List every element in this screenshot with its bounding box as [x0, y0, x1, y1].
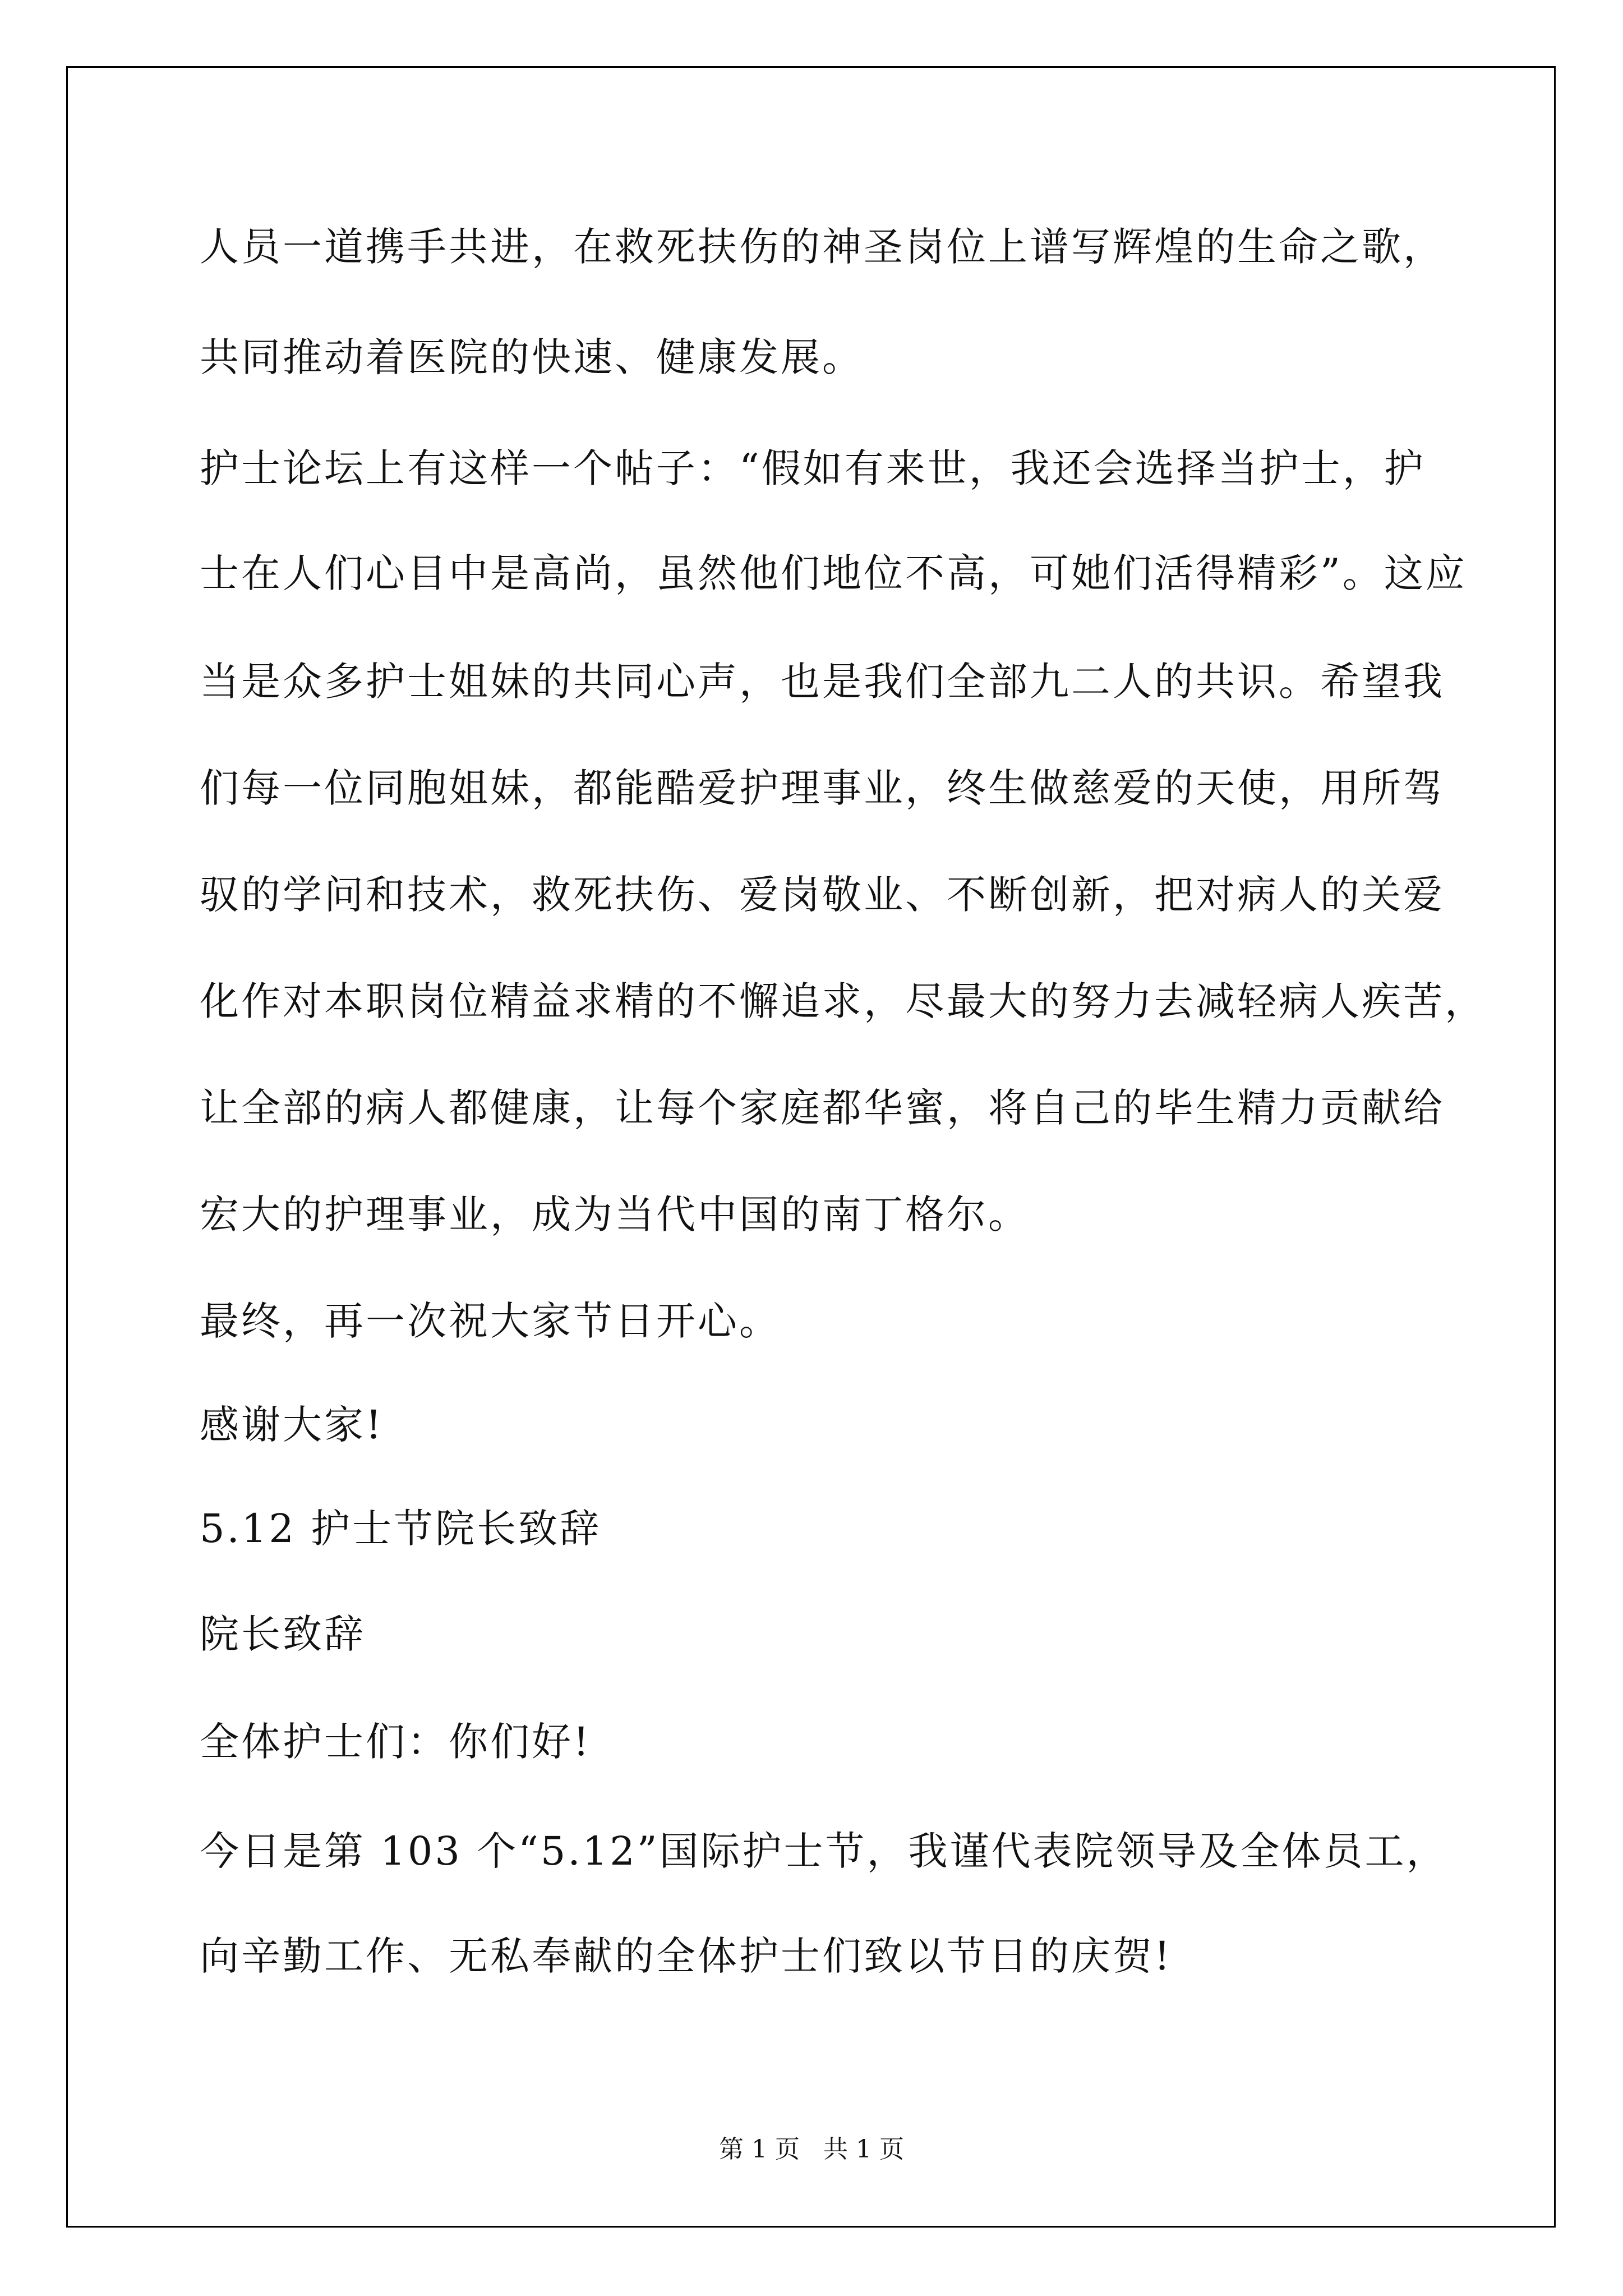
- paragraph-line: 护士论坛上有这样一个帖子：“假如有来世，我还会选择当护士，护: [200, 445, 1426, 491]
- paragraph-line: 驭的学问和技术，救死扶伤、爱岗敬业、不断创新，把对病人的关爱: [200, 872, 1445, 918]
- paragraph-line: 人员一道携手共进，在救死扶伤的神圣岗位上谱写辉煌的生命之歌，: [200, 224, 1445, 270]
- paragraph-line: 向辛勤工作、无私奉献的全体护士们致以节日的庆贺!: [200, 1933, 1173, 1979]
- salutation-line: 全体护士们：你们好!: [200, 1719, 592, 1765]
- paragraph-line: 感谢大家!: [200, 1402, 384, 1448]
- paragraph-line: 当是众多护士姐妹的共同心声，也是我们全部九二人的共识。希望我: [200, 659, 1445, 705]
- section-heading: 5.12 护士节院长致辞: [200, 1506, 602, 1552]
- section-subheading: 院长致辞: [200, 1611, 366, 1657]
- paragraph-line: 化作对本职岗位精益求精的不懈追求，尽最大的努力去减轻病人疾苦，: [200, 978, 1486, 1024]
- paragraph-line: 士在人们心目中是高尚，虽然他们地位不高，可她们活得精彩”。这应: [200, 550, 1467, 596]
- page-border: [66, 66, 1556, 2228]
- paragraph-line: 今日是第 103 个“5.12”国际护士节，我谨代表院领导及全体员工，: [200, 1828, 1448, 1874]
- paragraph-line: 们每一位同胞姐妹，都能酷爱护理事业，终生做慈爱的天使，用所驾: [200, 765, 1445, 811]
- paragraph-line: 最终，再一次祝大家节日开心。: [200, 1298, 781, 1344]
- paragraph-line: 宏大的护理事业，成为当代中国的南丁格尔。: [200, 1191, 1030, 1237]
- paragraph-line: 共同推动着医院的快速、健康发展。: [200, 334, 864, 380]
- page-number-footer: 第 1 页 共 1 页: [719, 2135, 904, 2164]
- paragraph-line: 让全部的病人都健康，让每个家庭都华蜜，将自己的毕生精力贡献给: [200, 1085, 1445, 1131]
